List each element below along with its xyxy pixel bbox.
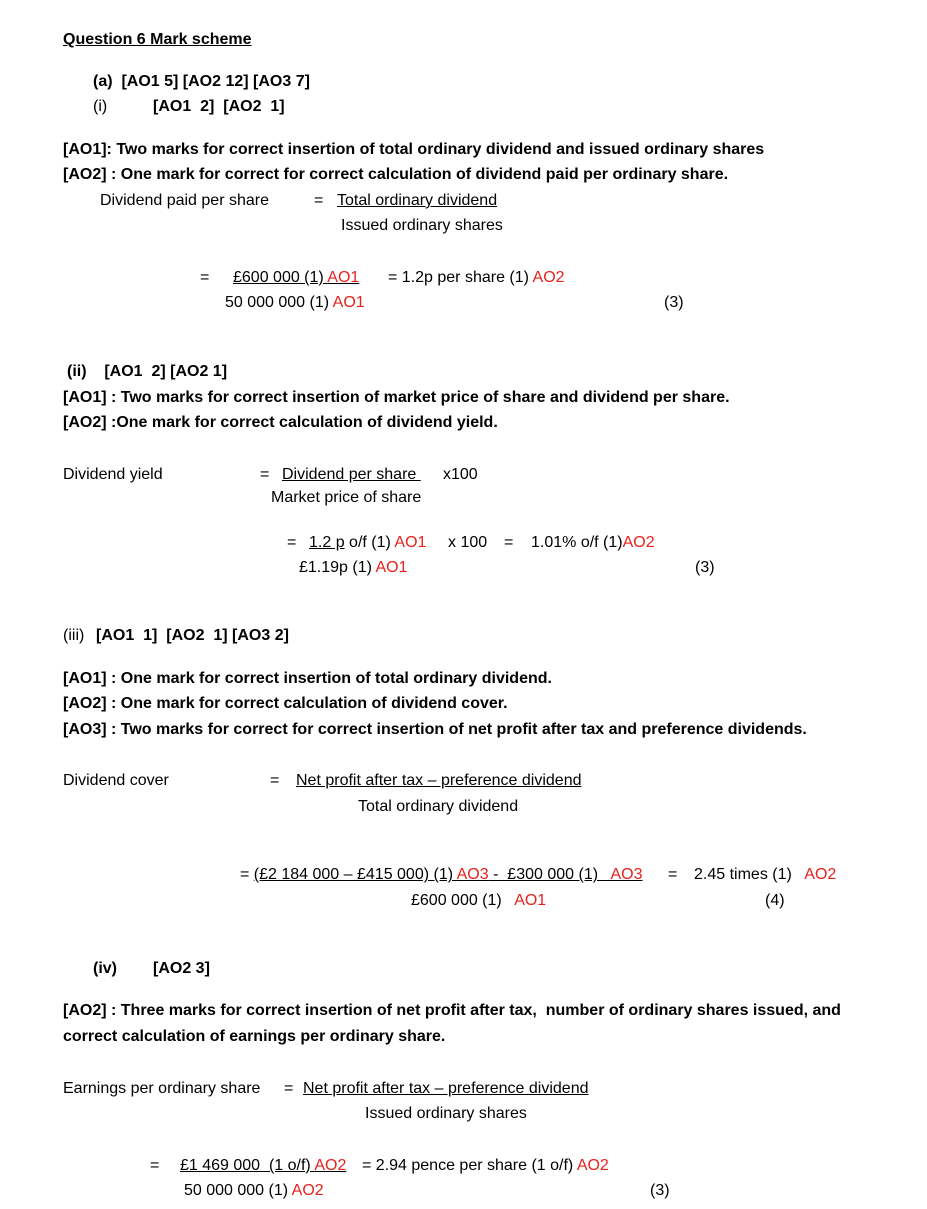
part-iv-formula-denominator: Issued ordinary shares (365, 1105, 527, 1122)
part-iv-result: = 2.94 pence per share (1 o/f) AO2 (362, 1157, 609, 1174)
part-iv-calc-equals: = (150, 1157, 160, 1174)
part-iv-ao2-description-cont: correct calculation of earnings per ordinary share. (63, 1028, 446, 1045)
ao-tag: AO2 (804, 866, 837, 883)
part-i-ao2-description: [AO2] : One mark for correct for correct calculation of dividend paid per ordinary share. (63, 166, 729, 183)
part-ii-ao2-description: [AO2] :One mark for correct calculation of dividend yield. (63, 414, 498, 431)
part-ii-ao1-description: [AO1] : Two marks for correct insertion of market price of share and dividend per share. (63, 389, 730, 406)
ao-tag: AO1 (394, 534, 427, 551)
part-iii-formula-numerator: Net profit after tax – preference dividend (296, 772, 582, 789)
part-iii-formula-equals: = (270, 772, 280, 789)
part-iii-calc-numerator: = (£2 184 000 – £415 000) (1) AO3 - £300 000 (1) AO3 (240, 866, 643, 883)
part-iii-total-marks: (4) (765, 892, 785, 909)
part-iv-formula-numerator: Net profit after tax – preference dividend (303, 1080, 589, 1097)
ao-tag: AO2 (291, 1182, 324, 1199)
part-iii-number: (iii) (63, 627, 85, 644)
part-ii-calc-equals: = (287, 534, 297, 551)
part-iii-formula-denominator: Total ordinary dividend (358, 798, 519, 815)
ao-tag: AO1 (375, 559, 408, 576)
ao-tag: AO2 (532, 269, 565, 286)
part-iv-ao2-description: [AO2] : Three marks for correct insertion of net profit after tax, number of ordinary shares issued, and (63, 1002, 841, 1019)
part-iii-ao2-description: [AO2] : One mark for correct calculation of dividend cover. (63, 695, 508, 712)
part-iv-formula-equals: = (284, 1080, 294, 1097)
ao-tag: AO3 (456, 866, 489, 883)
part-i-formula-denominator: Issued ordinary shares (341, 217, 503, 234)
ao-tag: AO2 (622, 534, 655, 551)
part-ii-formula-denominator: Market price of share (271, 489, 422, 506)
part-i-formula-label: Dividend paid per share (100, 192, 269, 209)
part-ii-marks: (ii) [AO1 2] [AO2 1] (67, 363, 228, 380)
part-iii-marks: [AO1 1] [AO2 1] [AO3 2] (96, 627, 289, 644)
part-iii-ao1-description: [AO1] : One mark for correct insertion of total ordinary dividend. (63, 670, 552, 687)
ao-tag: AO2 (314, 1157, 347, 1174)
part-i-number: (i) (93, 98, 108, 115)
part-iii-calc-equals-2: = (668, 866, 678, 883)
part-iii-formula-label: Dividend cover (63, 772, 169, 789)
part-i-result: = 1.2p per share (1) AO2 (388, 269, 565, 286)
part-ii-formula-equals: = (260, 466, 270, 483)
part-iv-number: (iv) (93, 960, 117, 977)
part-iii-calc-denominator: £600 000 (1) AO1 (411, 892, 547, 909)
part-ii-formula-label: Dividend yield (63, 466, 163, 483)
part-i-calc-numerator: £600 000 (1) AO1 (233, 269, 360, 286)
page-title: Question 6 Mark scheme (63, 31, 252, 48)
part-ii-result: 1.01% o/f (1)AO2 (531, 534, 655, 551)
ao-tag: AO1 (514, 892, 547, 909)
ao-tag: AO3 (610, 866, 643, 883)
part-ii-calc-denominator: £1.19p (1) AO1 (299, 559, 408, 576)
part-i-formula-numerator: Total ordinary dividend (337, 192, 498, 209)
part-i-calc-equals: = (200, 269, 210, 286)
part-ii-formula-numerator: Dividend per share (282, 466, 421, 483)
part-ii-total-marks: (3) (695, 559, 715, 576)
part-iv-calc-numerator: £1 469 000 (1 o/f) AO2 (180, 1157, 347, 1174)
ao-tag: AO2 (576, 1157, 609, 1174)
part-ii-calc-equals-2: = (504, 534, 514, 551)
part-iii-ao3-description: [AO3] : Two marks for correct for correct insertion of net profit after tax and preference dividends. (63, 721, 807, 738)
part-a-header: (a) [AO1 5] [AO2 12] [AO3 7] (93, 73, 310, 90)
part-ii-calc-times: x 100 (448, 534, 488, 551)
part-iv-formula-label: Earnings per ordinary share (63, 1080, 261, 1097)
part-i-ao1-description: [AO1]: Two marks for correct insertion of total ordinary dividend and issued ordinary shares (63, 141, 765, 158)
ao-tag: AO1 (332, 294, 365, 311)
part-iii-result: 2.45 times (1) AO2 (694, 866, 837, 883)
part-iv-marks: [AO2 3] (153, 960, 210, 977)
part-i-total-marks: (3) (664, 294, 684, 311)
part-iv-total-marks: (3) (650, 1182, 670, 1199)
part-i-calc-denominator: 50 000 000 (1) AO1 (225, 294, 365, 311)
part-ii-calc-numerator: 1.2 p o/f (1) AO1 (309, 534, 427, 551)
part-iv-calc-denominator: 50 000 000 (1) AO2 (184, 1182, 324, 1199)
part-i-marks: [AO1 2] [AO2 1] (153, 98, 285, 115)
ao-tag: AO1 (327, 269, 360, 286)
part-i-formula-equals: = (314, 192, 324, 209)
part-ii-formula-times: x100 (443, 466, 478, 483)
